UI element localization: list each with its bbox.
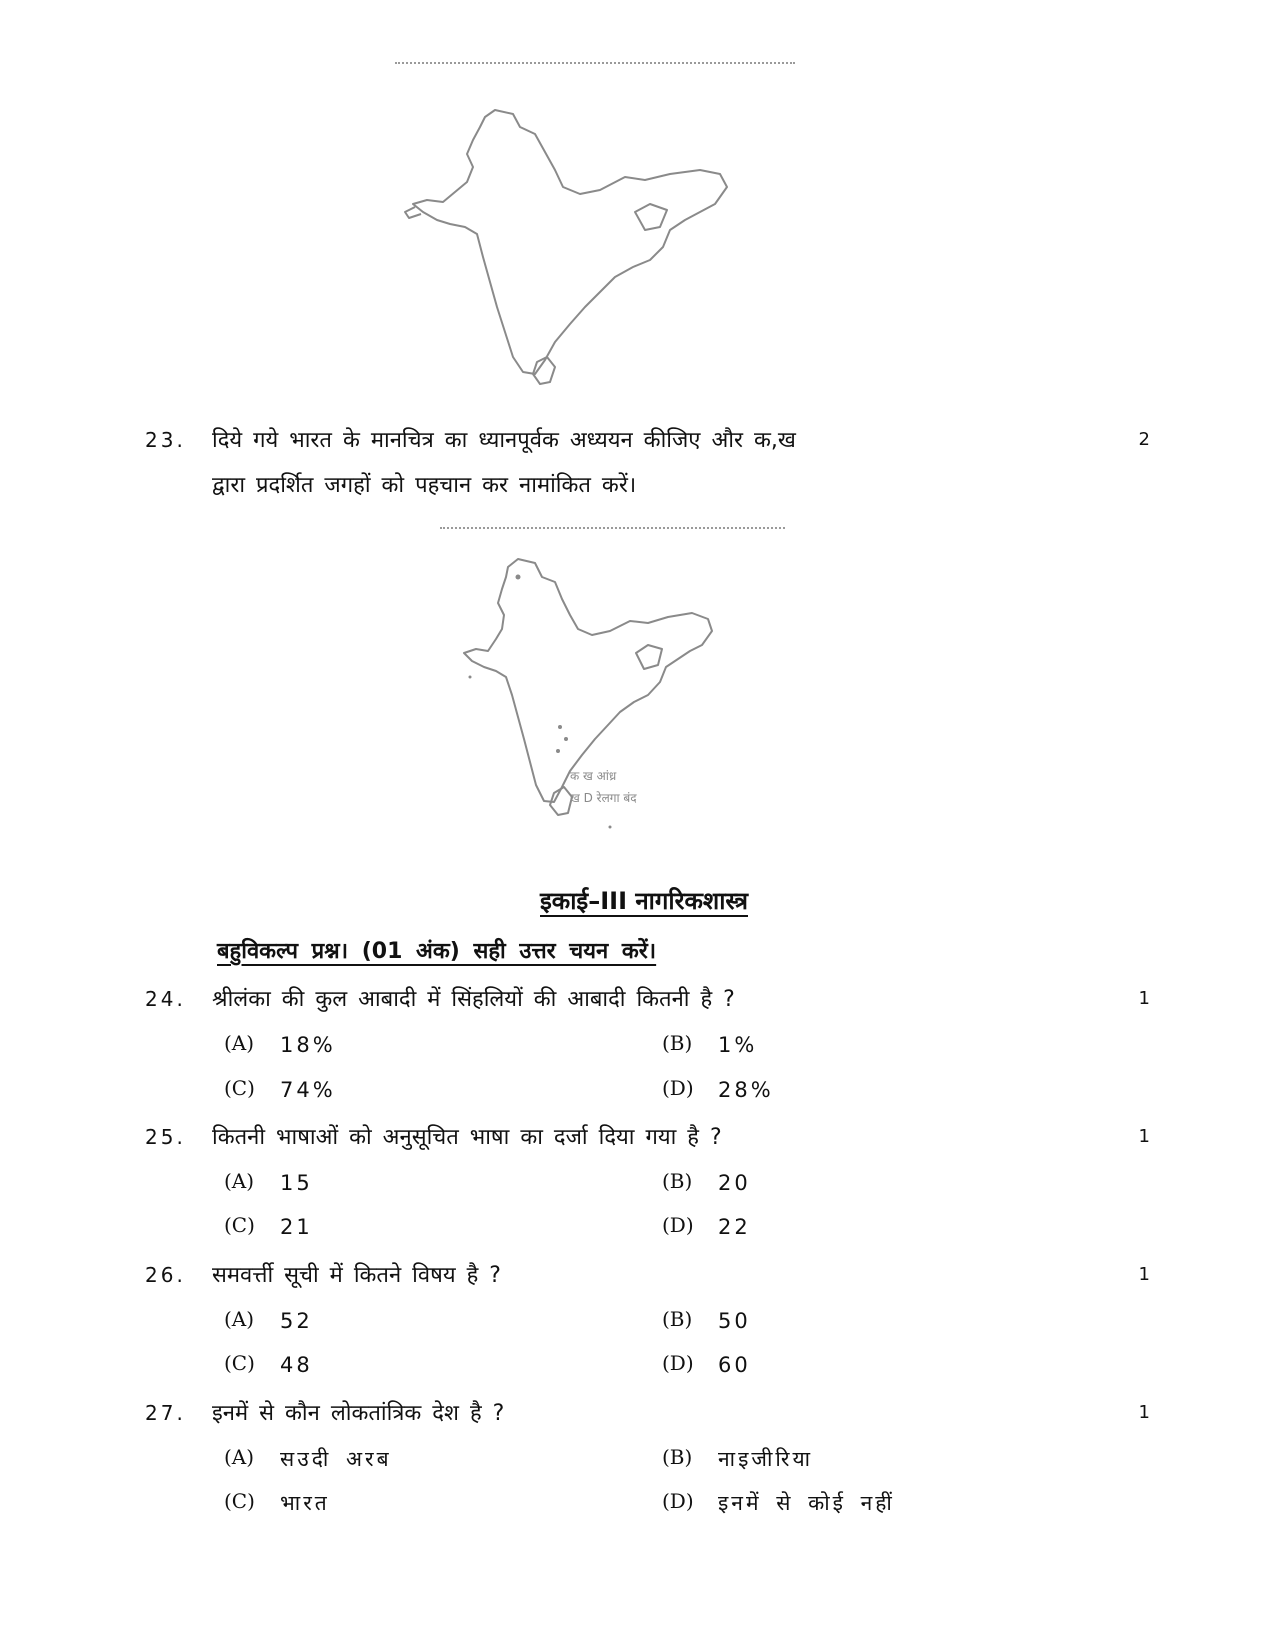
mcq-section-header: बहुविकल्प प्रश्न। (01 अंक) सही उत्तर चयन करें।	[217, 939, 657, 964]
question-25-option-c-value: 21	[280, 1215, 313, 1239]
question-23-marks: 2	[1138, 429, 1150, 450]
question-25-option-b-value: 20	[718, 1171, 751, 1195]
question-24-option-a-label: (A)	[224, 1031, 255, 1055]
question-26-option-b-value: 50	[718, 1309, 751, 1333]
question-24-option-a-value: 18%	[280, 1033, 336, 1057]
question-27-text: इनमें से कौन लोकतांत्रिक देश है ?	[212, 1401, 505, 1426]
question-23-text-line1: दिये गये भारत के मानचित्र का ध्यानपूर्वक अध्ययन कीजिए और क,ख	[212, 428, 796, 453]
question-24-marks: 1	[1138, 988, 1150, 1009]
question-27-option-c-value: भारत	[280, 1491, 330, 1515]
question-25-text: कितनी भाषाओं को अनुसूचित भाषा का दर्जा दिया गया है ?	[212, 1125, 722, 1150]
question-26-option-b-label: (B)	[662, 1307, 693, 1331]
question-25-option-b-label: (B)	[662, 1169, 693, 1193]
india-outline-1	[395, 62, 795, 412]
question-26-option-c-label: (C)	[224, 1351, 255, 1375]
question-26-option-c-value: 48	[280, 1353, 313, 1377]
question-25-marks: 1	[1138, 1126, 1150, 1147]
question-24-option-b-label: (B)	[662, 1031, 693, 1055]
question-24-text: श्रीलंका की कुल आबादी में सिंहलियों की आबादी कितनी है ?	[212, 987, 735, 1012]
question-26-option-d-value: 60	[718, 1353, 751, 1377]
question-24-number: 24.	[145, 987, 186, 1011]
question-27-number: 27.	[145, 1401, 186, 1425]
question-26-text: समवर्त्ती सूची में कितने विषय है ?	[212, 1263, 501, 1288]
map-2-legend-line2: ख D रेलगा बंद	[570, 791, 637, 805]
question-27-option-d-label: (D)	[662, 1489, 694, 1513]
question-27-marks: 1	[1138, 1402, 1150, 1423]
question-23-text-line2: द्वारा प्रदर्शित जगहों को पहचान कर नामांकित करें।	[212, 473, 637, 498]
question-27-option-b-value: नाइजीरिया	[718, 1447, 814, 1471]
question-27-option-d-value: इनमें से कोई नहीं	[718, 1491, 895, 1515]
question-23-number: 23.	[145, 428, 186, 452]
question-25-option-a-value: 15	[280, 1171, 313, 1195]
question-26-number: 26.	[145, 1263, 186, 1287]
india-map-1	[395, 62, 795, 412]
question-25-number: 25.	[145, 1125, 186, 1149]
question-27-option-c-label: (C)	[224, 1489, 255, 1513]
question-24-option-c-value: 74%	[280, 1078, 336, 1102]
question-26-option-a-value: 52	[280, 1309, 313, 1333]
question-25-option-d-value: 22	[718, 1215, 751, 1239]
question-25-option-d-label: (D)	[662, 1213, 694, 1237]
question-26-option-d-label: (D)	[662, 1351, 694, 1375]
india-map-2	[440, 527, 785, 882]
question-24-option-b-value: 1%	[718, 1033, 758, 1057]
question-24-option-c-label: (C)	[224, 1076, 255, 1100]
question-26-marks: 1	[1138, 1264, 1150, 1285]
question-26-option-a-label: (A)	[224, 1307, 255, 1331]
india-outline-2	[440, 527, 785, 882]
map-2-legend-line1: क ख आंध्र	[570, 769, 617, 783]
question-27-option-a-label: (A)	[224, 1445, 255, 1469]
unit-title: इकाई–III नागरिकशास्त्र	[540, 887, 748, 915]
question-27-option-b-label: (B)	[662, 1445, 693, 1469]
question-25-option-c-label: (C)	[224, 1213, 255, 1237]
question-27-option-a-value: सउदी अरब	[280, 1447, 392, 1471]
question-25-option-a-label: (A)	[224, 1169, 255, 1193]
question-24-option-d-label: (D)	[662, 1076, 694, 1100]
question-24-option-d-value: 28%	[718, 1078, 774, 1102]
